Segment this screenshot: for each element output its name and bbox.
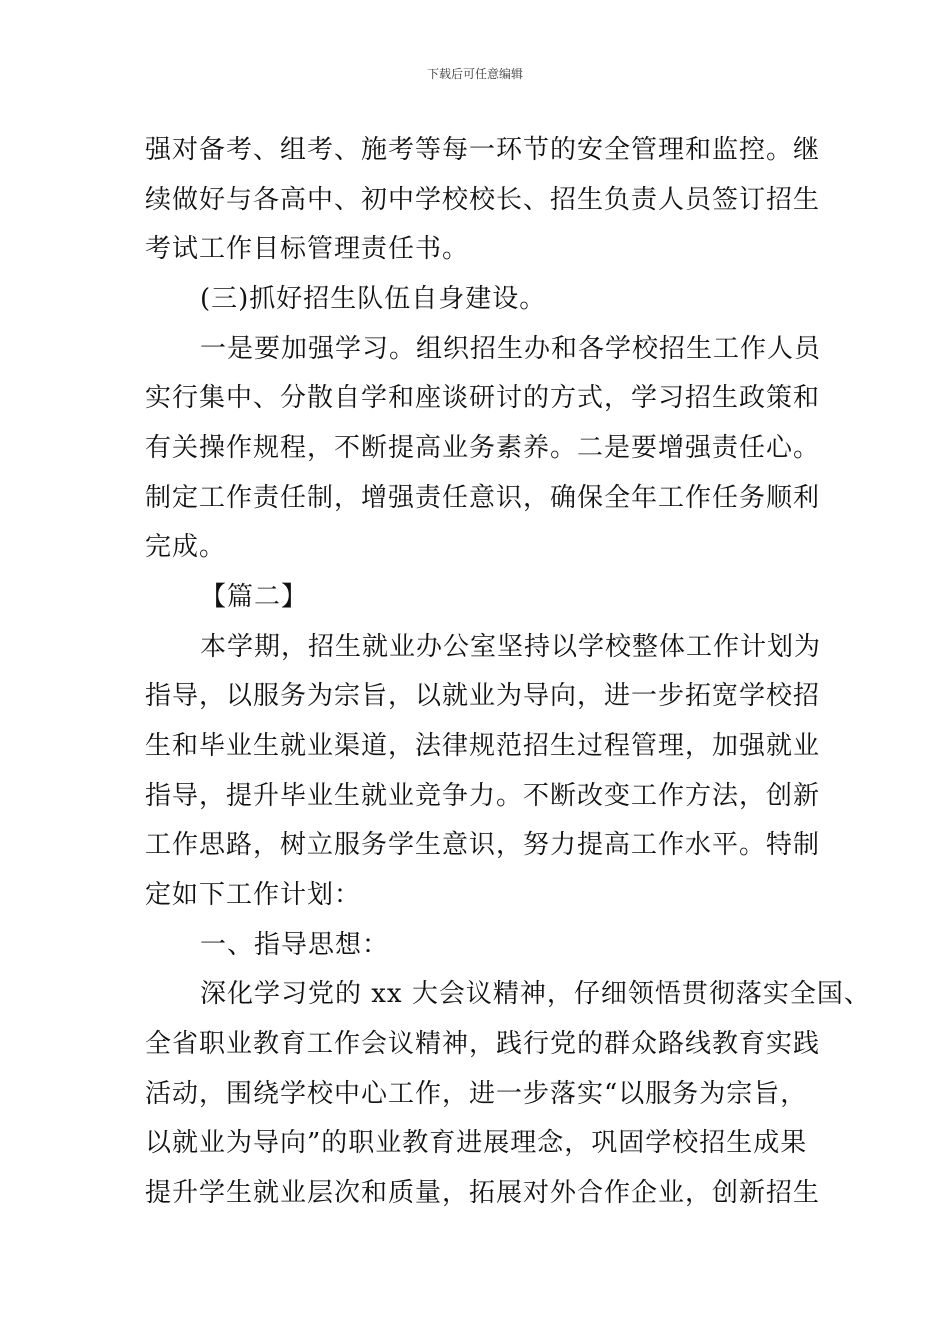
text-line-5: 一是要加强学习。组织招生办和各学校招生工作人员 xyxy=(200,334,822,364)
text-line-18: 深化学习党的 xx 大会议精神，仔细领悟贯彻落实全国、 xyxy=(200,979,871,1009)
text-line-16: 定如下工作计划： xyxy=(145,880,362,910)
text-line-11: 本学期，招生就业办公室坚持以学校整体工作计划为 xyxy=(200,632,822,662)
section-heading-3: (三)抓好招生队伍自身建设。 xyxy=(200,284,547,314)
text-line-22: 提升学生就业层次和质量，拓展对外合作企业，创新招生 xyxy=(145,1178,821,1208)
text-line-15: 工作思路，树立服务学生意识，努力提高工作水平。特制 xyxy=(145,830,821,860)
text-line-9: 完成。 xyxy=(145,532,227,562)
text-line-14: 指导，提升毕业生就业竞争力。不断改变工作方法，创新 xyxy=(145,781,821,811)
page-header-note: 下载后可任意编辑 xyxy=(426,67,523,81)
text-line-12: 指导，以服务为宗旨，以就业为导向，进一步拓宽学校招 xyxy=(145,681,821,711)
text-line-13: 生和毕业生就业渠道，法律规范招生过程管理，加强就业 xyxy=(145,731,821,761)
part-two-heading: 【篇二】 xyxy=(200,582,309,612)
text-line-7: 有关操作规程，不断提高业务素养。二是要增强责任心。 xyxy=(145,433,821,463)
text-line-8: 制定工作责任制，增强责任意识，确保全年工作任务顺利 xyxy=(145,483,821,513)
text-line-21: 以就业为导向”的职业教育进展理念，巩固学校招生成果 xyxy=(145,1128,808,1158)
text-line-2: 续做好与各高中、初中学校校长、招生负责人员签订招生 xyxy=(145,185,821,215)
text-line-6: 实行集中、分散自学和座谈研讨的方式，学习招生政策和 xyxy=(145,383,821,413)
text-line-20: 活动，围绕学校中心工作，进一步落实“以服务为宗旨， xyxy=(145,1079,808,1109)
guiding-thought-heading: 一、指导思想： xyxy=(200,930,390,960)
text-line-3: 考试工作目标管理责任书。 xyxy=(145,234,470,264)
text-line-1: 强对备考、组考、施考等每一环节的安全管理和监控。继 xyxy=(145,135,821,165)
text-line-19: 全省职业教育工作会议精神，践行党的群众路线教育实践 xyxy=(145,1029,821,1059)
